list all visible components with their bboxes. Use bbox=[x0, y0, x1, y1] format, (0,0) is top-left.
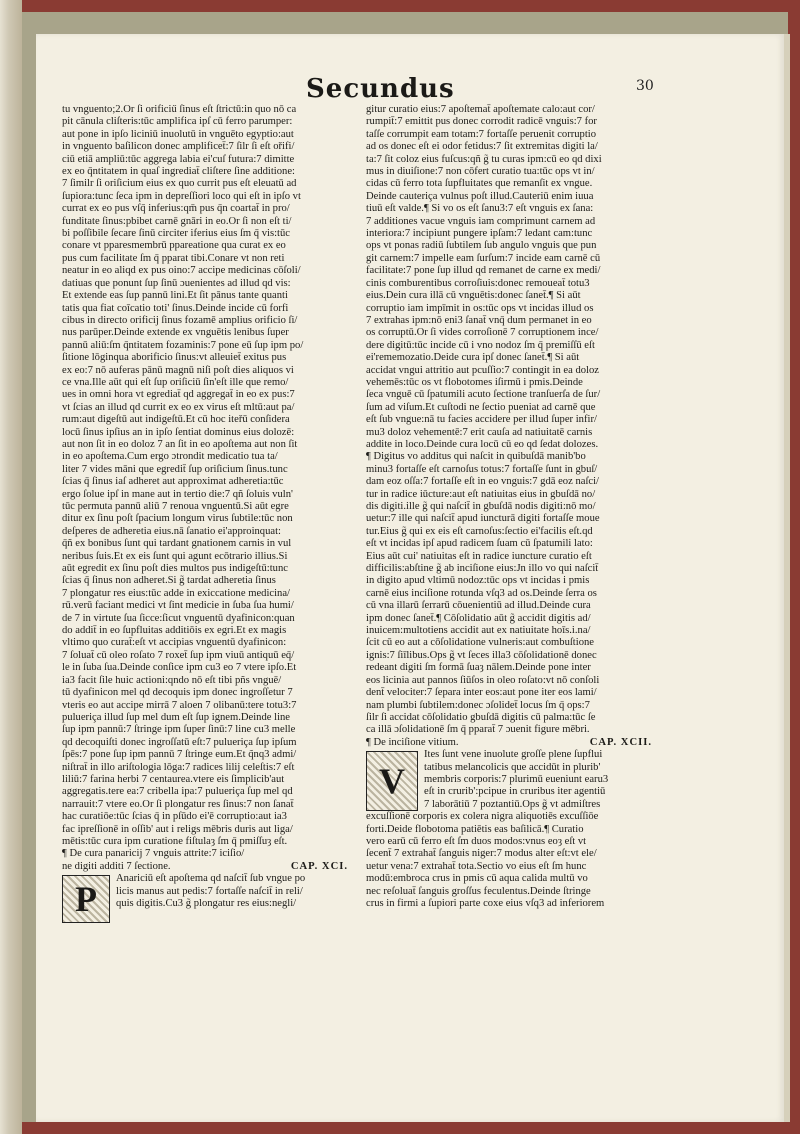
text-line: in vnguento baſilicon donec amplificet̄:7 ſilr ſi eſt ořifi/ bbox=[62, 141, 295, 153]
text-line: eſt in crurib':pcipue in cruribus iter agentiū bbox=[424, 786, 606, 798]
text-line: q̄ñ ex bonibus ſunt qui tardant gnationem carnis in vul bbox=[62, 538, 292, 550]
left-column bbox=[62, 104, 362, 923]
text-line: Anariciū eſt apoſtema qd naſcit̄ ſub vngue po bbox=[116, 873, 306, 885]
text-line: eius.Dein cura illā cū vnguētis:donec ſanet̄.¶ Si aūt bbox=[366, 290, 581, 302]
text-line: currat ex eo pus vſq̄ inferius:qm̄ pus q̄n coartat̄ in pro/ bbox=[62, 203, 290, 215]
text-line: crus in firmi a ſupiori parte coxe eius vſq3 ad inferiorem bbox=[366, 898, 605, 909]
text-line: fac ipreſſionē in oſſib' aut i religs mēbris duris aut liga/ bbox=[62, 823, 293, 835]
text-line: quis digitis.Cu3 g̃ plongatur res eius:negli/ bbox=[116, 898, 297, 909]
text-line: tūc permuta pannū aliū 7 renoua vnguentū.Si aūt egre bbox=[62, 501, 289, 512]
text-line: cibus in directo orificij ſinus fozamē amplius orificio ſi/ bbox=[62, 314, 298, 326]
text-line: pit cānula cliſteris:tūc amplifica ipſ cū ferro parumper: bbox=[62, 116, 293, 128]
text-line: ſum ad viſum.Et cuſtodi ne ſectio pueniat ad carnē que bbox=[366, 401, 596, 413]
text-line: eos licinia aut pannos ſiūſos in oleo roſato:vt nō conſoli bbox=[366, 674, 600, 686]
text-line: difficilis:abſtine g̃ ab inciſione eius:Jn illo vo qui naſcit̄ bbox=[366, 563, 599, 575]
text-line: ſpēs:7 pone ſup ipm pannū 7 ſtringe eum.Et q̃nq3 admi/ bbox=[62, 749, 297, 761]
text-line: ſcias q̄ ſinus non adheret.Si g̃ tardat adheretia ſinus bbox=[62, 575, 276, 587]
text-line: niſtrat̄ in illo ariſtologia lōga:7 radices lilij celeſtis:7 eſt bbox=[62, 761, 295, 773]
text-line: eſt vt incidas ipſ apud radicem ſuam cū ſpatumili lato: bbox=[366, 538, 593, 550]
text-line: ex eo q̄ntitatem in quaſ ingrediat̄ cliſtere ſine additione: bbox=[62, 166, 295, 178]
text-line: ſcit cū eo aut a cōſolidatione vulneris:aut combuſtione bbox=[366, 637, 594, 649]
text-line: ops vt ponas radiū ſubtilem ſub angulo vnguis que pun bbox=[366, 240, 597, 252]
text-line: ce vna.Ille aūt qui eſt ſup oriſiciū ſin'eſt ille que remo/ bbox=[62, 376, 289, 388]
text-line: ia3 facit ſile huic actioni:qndo nō eſt tibi pñs vnguē/ bbox=[62, 674, 282, 686]
text-line: ta:7 ſit coloz eius fuſcus:qñ g̃ tu curas ipm:cū eo qd dixi bbox=[366, 153, 602, 165]
text-line: ſupiora:tunc ſeca ipm in depreſſiori loco qui eſt in ipſo vt bbox=[62, 190, 301, 202]
text-line: ciū etiā ampliū:tūc aggrega labia ei'cuſ futura:7 dimitte bbox=[62, 153, 295, 165]
text-line: hac curatiōe:tūc ſcias q̄ in pſūdo ei'ē corruptio:aut ia3 bbox=[62, 811, 287, 823]
chapter-opening bbox=[366, 749, 666, 811]
chapter-opening bbox=[62, 873, 362, 919]
text-line: corruptio iam impīmit in os:tūc ops vt incidas illud os bbox=[366, 302, 594, 314]
text-line: vteris eo aut accipe mirrā 7 aloen 7 olibanū:tere totu3:7 bbox=[62, 699, 297, 711]
text-line: vt ſcias an illud qd currit ex eo ex virus eſt mltū:aut pa/ bbox=[62, 401, 295, 413]
text-line: ſcias q̄ ſinus iaſ adheret aut approximat adheretia:tūc bbox=[62, 476, 284, 488]
text-line: rū.verū faciant medici vt ſint medicie in ſuba ſua humi/ bbox=[62, 600, 294, 612]
right-column bbox=[366, 104, 666, 910]
text-line: cū vna illarū ſerrarū cōuenientiū ad illud.Deinde cura bbox=[366, 600, 591, 612]
text-line: bi poſſibile ſecare ſinū circiter iferius eius ſm q̄ vis:tūc bbox=[62, 228, 290, 240]
text-line: ergo ſolue ipſ in mane aut in tertio die:7 qñ ſoluis vuln' bbox=[62, 488, 293, 500]
text-line: liliū:7 farina herbi 7 centaurea.vtere eis ſimplicib'aut bbox=[62, 773, 285, 785]
text-line: addite in loco.Deinde cura locū cū eo qd ſedat dolozes. bbox=[366, 438, 599, 450]
chapter-rubric: ne digiti additi 7 ſectione. bbox=[62, 860, 171, 872]
text-line: le in ſuba ſua.Deinde conſice ipm cu3 eo 7 vtere ipſo.Et bbox=[62, 662, 297, 674]
text-line: dis digiti.ille g̃ qui naſcit̄ in gbuſdā nodis digiti:nō mo/ bbox=[366, 501, 596, 512]
text-line: locū ſinus ipſius an in ipſo ſentiat dominus eius dolozē: bbox=[62, 426, 295, 438]
book-board bbox=[22, 12, 788, 1122]
text-line: rumpit̄:7 emittit pus donec corrodit radicē vnguis:7 for bbox=[366, 116, 597, 128]
text-line: datiuas que ponunt ſup ſinū ɔuenientes ad illud qd vis: bbox=[62, 277, 291, 289]
text-line: Et extende eas ſup pannū lini.Et ſit pānus tante quanti bbox=[62, 290, 288, 302]
text-line: Eius aūt cui' natiuitas eſt in radice iuncture curatio eſt bbox=[366, 550, 592, 562]
text-line: aut pone in ipſo liciniū inuolutū in vnguēto egyptio:aut bbox=[62, 128, 294, 140]
text-line: ſup ipm pannū:7 ſtringe ipm ſuper ſinū:7 line cu3 melle bbox=[62, 724, 296, 736]
text-line: ignis:7 ſiīlibus.Ops g̃ vt ſeces illa3 cōſolidationē donec bbox=[366, 649, 597, 661]
text-line: vltimo quo curat̄:eſt vt accipias vnguentū dyafinicon: bbox=[62, 637, 287, 649]
decorated-initial: V bbox=[366, 751, 418, 811]
text-line: tū dyafinicon mel qd decoquis ipm donec ingroſſetur 7 bbox=[62, 687, 293, 699]
text-line: membris corporis:7 plurimū eueniunt earu3 bbox=[424, 773, 609, 785]
chapter-rubric: ¶ De cura panaricij 7 vnguis attrite:7 iciſio/ bbox=[62, 848, 245, 860]
text-line: 7 ſoluat̄ cū oleo roſato 7 roxet̄ ſup ipm viuū antiquū eq̄/ bbox=[62, 649, 295, 661]
chapter-number: CAP. XCII. bbox=[589, 736, 652, 748]
text-line: tu vnguento;2.Or ſi orificiű ſinus eſt ſtrictū:in quo nō ca bbox=[62, 104, 297, 115]
text-line: 7 extrahas ipm:nō eni3 ſanat̄ vnq̄ dum permanet in eo bbox=[366, 314, 592, 326]
text-line: cidas cū ferro tota ſupfluitates que remanſit ex vngue. bbox=[366, 178, 593, 190]
text-line: conare vt pparesmembrū ppareatione qua curat ex eo bbox=[62, 240, 286, 252]
text-line: ipm donec ſanet̄.¶ Cōſolidatio aūt g̃ accidit digitis ad/ bbox=[366, 612, 591, 624]
text-line: mus in diuiſione:7 non cōfert curatio tua:tūc ops vt in/ bbox=[366, 166, 595, 178]
text-line: do addit̄ in eo ſupfluitas additiōis ex egri.Et ex magis bbox=[62, 625, 287, 637]
text-line: liter 7 vides māni que egredit̄ ſup oriſicium ſinus.tunc bbox=[62, 463, 288, 475]
text-line: ¶ Digitus vo additus qui naſcit in quibuſdā manib'bo bbox=[366, 451, 586, 463]
text-line: uetur:7 ille qui naſcit̄ apud iuncturā digiti fortaſſe moue bbox=[366, 513, 600, 525]
text-line: os corruptū.Or ſi vides corroſionē 7 corruptionem ince/ bbox=[366, 327, 599, 339]
text-line: 7 laborātiū 7 poztantiū.Ops g̃ vt admiſtres bbox=[424, 798, 601, 810]
running-head: Secundus bbox=[306, 74, 455, 104]
text-line: neribus ſuis.Et ex eis ſunt qui agunt ecōtrario illius.Si bbox=[62, 550, 288, 562]
text-line: 7 plongatur res eius:tūc adde in exiccatione medicina/ bbox=[62, 587, 290, 599]
text-line: 7 additiones vacue vnguis iam comprimunt carnem ad bbox=[366, 215, 596, 227]
text-line: Deinde cauteriça vulnus poſt illud.Cauteriū enim iuua bbox=[366, 190, 594, 202]
text-line: ues in omni hora vt egrediat̄ qd aggregat̄ in eo ex pus:7 bbox=[62, 389, 295, 401]
text-line: inuicem:multotiens accidit aut ex natiuitate hoīs.i.na/ bbox=[366, 625, 591, 637]
text-line: ſitione lōginqua aborificio ſinus:vt alleuiet̄ exitus pus bbox=[62, 352, 287, 364]
text-line: ditur ex ſinu poſt ſpacium longum virus ſubtile:tūc non bbox=[62, 513, 293, 525]
text-line: accidat vngui attritio aut pcuſſio:7 contingit in ea doloz bbox=[366, 364, 600, 376]
text-line: nec reſoluat̄ ſanguis groſſus feculentus.Deinde ſtringe bbox=[366, 885, 591, 897]
text-line: nus parūper.Deinde extende ex vnguētis lenibus ſuper bbox=[62, 327, 289, 339]
page-leaf bbox=[36, 34, 790, 1122]
text-line: pannū aliū:ſm q̄ntitatem fozaminis:7 pone eū ſup ipm po/ bbox=[62, 339, 304, 351]
text-line: ſilr ſi accidat cōſolidatio gbuſdā digitis cū palma:tūc ſe bbox=[366, 711, 596, 723]
text-line: licis manus aut pedis:7 fortaſſe naſcit̄ in reli/ bbox=[116, 885, 303, 897]
text-line: excuſſionē corporis ex colera nigra aliquotiēs excuſſiōe bbox=[366, 811, 599, 823]
text-line: dere digitū:tūc incide cū i vno nodoz ſm q̄ premiſſū eſt bbox=[366, 339, 595, 351]
text-line: tur.Eius g̃ qui ex eis eſt carnoſus:ſectio ei'facilis eſt.qd bbox=[366, 525, 593, 537]
text-line: tatibus melancolicis que accidūt in plurib' bbox=[424, 761, 601, 773]
text-line: git carnem:7 impelle eam ſurſum:7 incide eam carnē cū bbox=[366, 252, 601, 264]
text-line: mu3 doloz vehementē:7 erit cauſa ad natiuitatē carnis bbox=[366, 426, 593, 438]
text-line: eſt ſub vngue:nā tu facies accidere per illud ſuper infir/ bbox=[366, 414, 597, 426]
text-line: de 7 in virtute ſua ſicce:ſicut vnguentū dyafinicon:quan bbox=[62, 612, 295, 624]
text-line: ſeca vnguē cū ſpatumili acuto ſectione tranſuerſa de ſur/ bbox=[366, 389, 601, 401]
text-line: ex eo:7 nō auferas pānū magnū niſi poſt dies aliquos vi bbox=[62, 364, 294, 376]
text-line: ei'rememozatio.Deide cura ipſ donec ſanet̄.¶ Si aūt bbox=[366, 352, 580, 364]
text-line: dam eoz oſſa:7 fortaſſe eſt in eo vnguis:7 gdā eoz naſci/ bbox=[366, 476, 599, 488]
text-line: neatur in eo aliqd ex pus oino:7 accipe medicinas cōſoli/ bbox=[62, 265, 301, 277]
chapter-heading bbox=[62, 861, 362, 873]
text-line: ſecent̄ 7 extrahat̄ ſanguis niger:7 modus alter eſt:vt ele/ bbox=[366, 848, 597, 860]
chapter-heading bbox=[366, 737, 666, 749]
text-line: Ites ſunt vene inuolute groſſe plene ſupflui bbox=[424, 749, 603, 761]
text-line: 7 ſimilr ſi oriſicium eius ex quo currit pus eſt eleuatū ad bbox=[62, 178, 297, 190]
text-line: facilitate:7 pone ſup illud qd remanet de carne ex medi/ bbox=[366, 265, 601, 277]
chapter-number: CAP. XCI. bbox=[290, 860, 348, 872]
text-line: forti.Deide flobotoma patiētis eas baſilicā.¶ Curatio bbox=[366, 823, 584, 835]
text-line: in digito apud vltimū nodoz:tūc ops vt incidas i pmis bbox=[366, 575, 590, 587]
text-line: cinis comburentibus corroſiuis:donec remoueat̄ totu3 bbox=[366, 277, 590, 289]
decorated-initial: P bbox=[62, 875, 110, 923]
book-spine-edge bbox=[0, 0, 22, 1134]
text-line: tiuū eſt valde.¶ Si vo os eſt ſanu3:7 eſt vnguis ex ſana: bbox=[366, 203, 594, 215]
text-line: qd decoquiſti donec ingroſſatū eſt:7 pulueriça ſup ipſum bbox=[62, 736, 297, 748]
text-line: nam plumbi ſubtilem:donec ɔſolidet̄ locus ſm q̄ ops:7 bbox=[366, 699, 590, 711]
text-line: pulueriça illud ſup mel dum eſt ſup ignem.Deinde line bbox=[62, 711, 291, 723]
text-line: aut non ſit in eo doloz 7 an ſit in eo apoſtema aut non ſit bbox=[62, 438, 298, 450]
text-line: redeant digiti ſm formā ſuaȝ nālem.Deinde pone inter bbox=[366, 662, 591, 674]
text-line: modū:embroca crus in pmis cū aqua calida multū vo bbox=[366, 873, 588, 885]
text-line: gitur curatio eius:7 apoſtemat̄ apoſtemate calo:aut cor/ bbox=[366, 104, 595, 115]
text-line: ad os donec eſt ei odor fetidus:7 ſit extremitas digiti la/ bbox=[366, 141, 598, 153]
text-line: narrauit:7 vtere eo.Or ſi plongatur res ſinus:7 non ſanat̄ bbox=[62, 798, 294, 810]
text-line: interiora:7 incipiunt pungere ipſam:7 ledant cam:tunc bbox=[366, 228, 593, 240]
text-line: vehemēs:tūc os vt flobotomes iſirmū i pmis.Deinde bbox=[366, 376, 583, 388]
text-line: tur in radice iūcture:aut eſt natiuitas eius in gbuſdā no/ bbox=[366, 488, 596, 500]
text-line: vero earū cū ferro eſt ſm duos modos:vnus eoȝ eſt vt bbox=[366, 835, 587, 847]
text-line: minu3 fortaſſe eſt carnoſus totus:7 fortaſſe ſunt in gbuſ/ bbox=[366, 463, 598, 475]
text-line: taſſe corrumpit eam totam:7 fortaſſe peruenit corruptio bbox=[366, 128, 597, 140]
text-line: rum:aut digeſtū aut indigeſtū.Et cū hoc iteřū conſidera bbox=[62, 414, 290, 426]
text-line: pus cum facilitate ſm q̄ pparat tibi.Conare vt non reti bbox=[62, 252, 285, 264]
text-line: ca illā ɔſolidationē ſm q̄ pparat̄ 7 ɔuenit figure mēbri. bbox=[366, 724, 590, 736]
text-line: deſperes de adheretia eius.nā ſanatio ei'approinquat: bbox=[62, 525, 281, 537]
text-line: tatis qua fiat coīcatio toti' ſinus.Deinde incide cū forfi bbox=[62, 302, 289, 314]
text-line: carnē eius inciſione rotunda vſq3 ad os.Deinde ſerra os bbox=[366, 587, 597, 599]
folio-number: 30 bbox=[636, 78, 654, 94]
text-line: dent̄ velociter:7 ſepara inter eos:aut pone iter eos lami/ bbox=[366, 687, 597, 699]
text-line: mētis:tūc cura ipm curatione fiſtulaȝ ſm q̄ pmiſſuȝ eſt. bbox=[62, 835, 288, 847]
text-line: uetur vena:7 extrahat̄ tota.Sectio vo eius eſt ſm hunc bbox=[366, 860, 587, 872]
text-line: in eo apoſtema.Cum ergo ɔtrondit medicatio tua ta/ bbox=[62, 451, 278, 463]
chapter-rubric: ¶ De inciſione vitium. bbox=[366, 736, 459, 748]
text-line: aūt egredit ex ſinu poſt dies multos pus indigeſtū:tunc bbox=[62, 563, 288, 575]
text-line: aggregatis.tere ea:7 cribella ipa:7 pulueriça ſup mel qd bbox=[62, 786, 293, 798]
text-line: funditate ſinus:pbibet carnē gnāri in eo.Or ſi non eſt ti/ bbox=[62, 215, 292, 227]
